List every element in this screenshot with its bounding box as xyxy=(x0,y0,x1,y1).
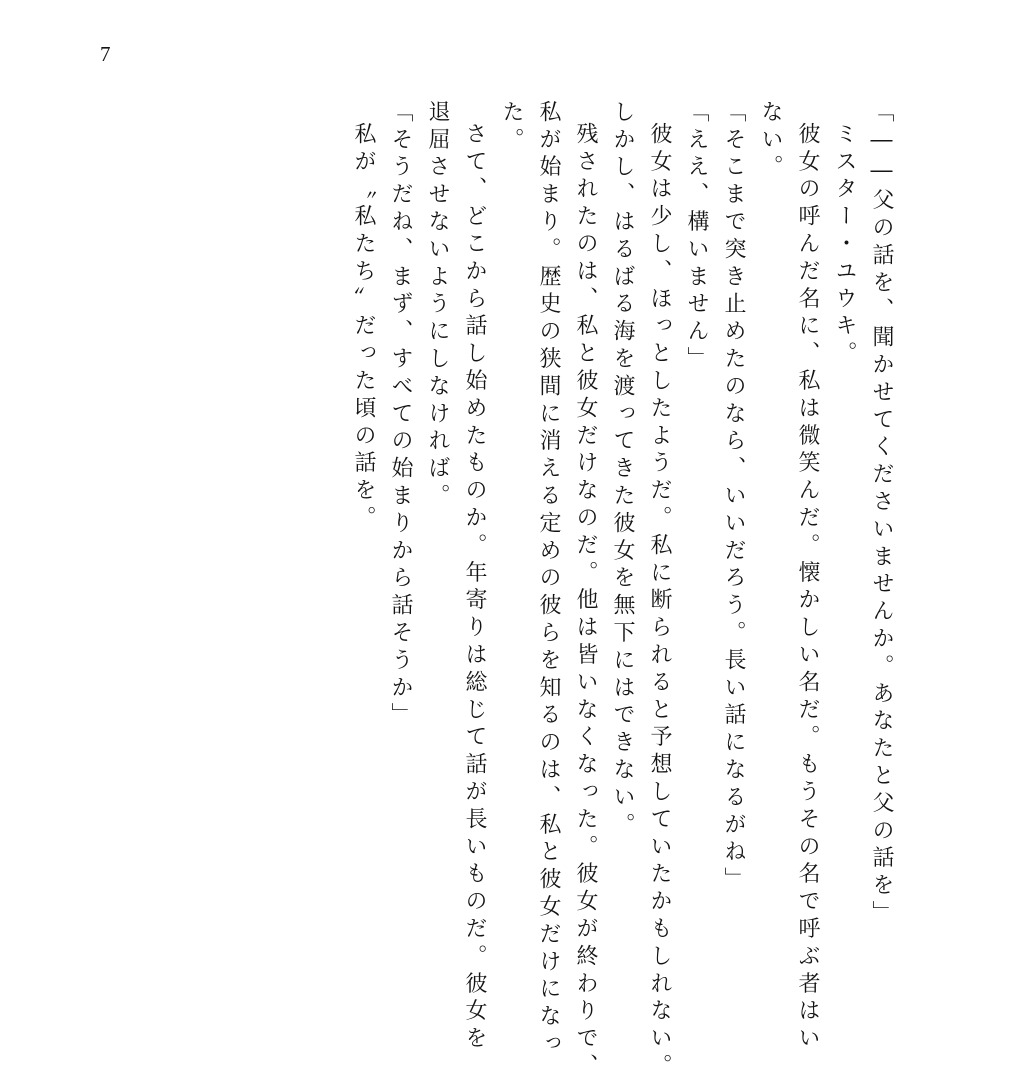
vertical-text-body xyxy=(240,100,900,1081)
text-line: 「――父の話を、聞かせてくださいませんか。あなたと父の話を」 xyxy=(869,100,894,928)
text-line: ない。 xyxy=(758,100,783,183)
text-line: 私が始まり。歴史の狭間に消える定めの彼らを知るのは、私と彼女だけになっ xyxy=(536,100,561,1059)
text-line: しかし、はるばる海を渡ってきた彼女を無下にはできない。 xyxy=(610,100,635,840)
text-line: 「ええ、構いません」 xyxy=(684,100,709,374)
text-line: 彼女は少し、ほっとしたようだ。私に断られると予想していたかもしれない。 xyxy=(647,122,672,1081)
text-line: た。 xyxy=(499,100,524,155)
text-line: ミスター・ユウキ。 xyxy=(832,122,857,369)
text-line: 彼女の呼んだ名に、私は微笑んだ。懐かしい名だ。もうその名で呼ぶ者はい xyxy=(795,122,820,1054)
page-number: 7 xyxy=(100,42,111,66)
text-line: 退屈させないようにしなければ。 xyxy=(425,100,450,511)
text-line: 「そこまで突き止めたのなら、いいだろう。長い話になるがね」 xyxy=(721,100,746,895)
text-line: 「そうだね、まず、すべての始まりから話そうか」 xyxy=(388,100,413,731)
text-line: さて、どこから話し始めたものか。年寄りは総じて話が長いものだ。彼女を xyxy=(462,122,487,1054)
text-line: 残されたのは、私と彼女だけなのだ。他は皆いなくなった。彼女が終わりで、 xyxy=(573,122,598,1081)
text-line: 私が〝私たち〟だった頃の話を。 xyxy=(351,122,376,533)
